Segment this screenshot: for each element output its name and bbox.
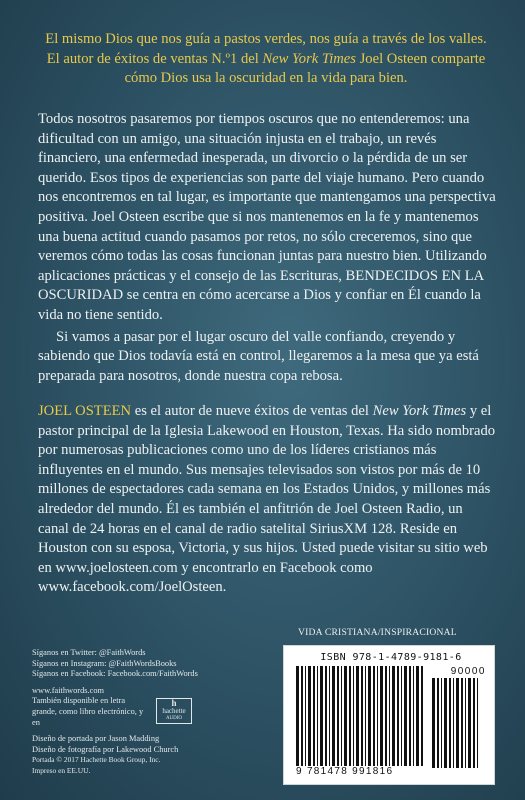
price-code: 90000: [450, 666, 486, 677]
photo-design-credit: Diseño de fotografía por Lakewood Church: [32, 744, 179, 754]
barcode-bar: [377, 666, 378, 766]
hachette-logo-mark: h: [171, 698, 177, 709]
barcode-bar: [392, 666, 395, 766]
barcode-bar: [320, 666, 323, 766]
barcode-bar: [409, 666, 411, 766]
publisher-block: [32, 686, 282, 728]
barcode-bar: [473, 678, 475, 768]
hachette-audio-logo: [156, 698, 192, 724]
ean-barcode: [296, 666, 424, 766]
tagline: [40, 30, 492, 89]
barcode-bar: [317, 666, 318, 766]
author-bio-paragraph: [38, 402, 496, 598]
hachette-logo-sub: AUDIO: [165, 716, 183, 722]
hachette-logo-name: hachette: [162, 707, 186, 716]
barcode-bar: [296, 666, 299, 766]
barcode-bar: [404, 666, 407, 766]
barcode-bar: [477, 678, 478, 768]
social-instagram: Síganos en Instagram: @FaithWordsBooks: [32, 658, 177, 668]
barcode-bar: [332, 666, 335, 766]
barcode-bar: [389, 666, 390, 766]
barcode-bar: [341, 666, 342, 766]
category-label: VIDA CRISTIANA/INSPIRACIONAL: [298, 627, 457, 638]
barcode-bar: [449, 678, 451, 768]
barcode-bar: [361, 666, 363, 766]
barcode-bar: [432, 678, 435, 768]
social-twitter: Síganos en Twitter: @FaithWords: [32, 648, 146, 657]
synopsis-paragraph-2: Si vamos a pasar por el lugar oscuro del valle confiando, creyendo y sabiendo que Dios todavía está en control, llegaremos a la mesa que ya está preparada para nosotros, donde nuestra copa rebosa.: [38, 328, 479, 384]
social-facebook: Síganos en Facebook: Facebook.com/FaithWords: [32, 669, 198, 679]
barcode-bar: [380, 666, 383, 766]
availability-row: [32, 696, 282, 728]
barcode-bar: [453, 678, 454, 768]
barcode-bar: [441, 678, 442, 768]
barcode-bar: [401, 666, 402, 766]
synopsis-paragraph-1: Todos nosotros pasaremos por tiempos oscuros que no entenderemos: una dificultad con un amigo, una situación injusta en el trabajo, un revés financiero, una enfermedad inesperada, un divorcio o la pérdida de un ser querido. Esos tipos de experiencias son parte del viaje humano. Pero cuando nos encontremos en tal lugar, es importante que mantengamos una perspectiva positiva. Joel Osteen escribe que si nos mantenemos en la fe y mantenemos una buena actitud cuando pasamos por retos, no sólo creceremos, sino que veremos cómo todas las cosas funcionan juntas para nuestro bien. Utilizando aplicaciones prácticas y el consejo de las Escrituras, BENDECIDOS EN LA OSCURIDAD se centra en cómo acercarse a Dios y confiar en Él cuando la vida no tiene sentido.: [38, 111, 496, 323]
design-credits: [32, 734, 282, 776]
bio-pre: es el autor de nueve éxitos de ventas del: [131, 403, 373, 419]
barcode-bar: [373, 666, 375, 766]
barcode-bar: [368, 666, 371, 766]
barcode-bar: [465, 678, 466, 768]
barcode-bar: [353, 666, 354, 766]
publisher-website: www.faithwords.com: [32, 685, 105, 695]
printed-in: Impreso en EE.UU.: [32, 765, 91, 775]
barcode-bar: [397, 666, 399, 766]
barcode-bar: [444, 678, 447, 768]
barcode-bar: [356, 666, 359, 766]
barcode-bar: [461, 678, 463, 768]
barcode-bar: [421, 666, 423, 766]
barcode-bar: [437, 678, 439, 768]
bio-nyt: New York Times: [372, 403, 467, 419]
barcode-bar: [329, 666, 330, 766]
synopsis: [38, 110, 496, 386]
barcode-bar: [305, 666, 306, 766]
price-barcode: [432, 678, 482, 768]
barcode-bar: [313, 666, 315, 766]
bio-post: y el pastor principal de la Iglesia Lakewood en Houston, Texas. Ha sido nombrado por numerosas publicaciones como uno de los líderes cristianos más influyentes en el mundo. Sus mensajes televisados son vistos por más de 10 millones de espectadores cada semana en los Estados Unidos, y millones más alrededor del mundo. Él es también el anfitrión de Joel Osteen Radio, un canal de 24 horas en el canal de radio satelital SiriusXM 128. Reside en Houston con su esposa, Victoria, y sus hijos. Usted puede visitar su sitio web en www.joelosteen.com y encontrarlo en Facebook como www.facebook.com/JoelOsteen.: [38, 403, 496, 596]
barcode-bar: [365, 666, 366, 766]
barcode-bar: [325, 666, 327, 766]
barcode-bar: [344, 666, 347, 766]
availability-text: También disponible en letra grande, como libro electrónico, y en: [32, 696, 144, 727]
isbn-text: ISBN 978-1-4789-9181-6: [320, 652, 462, 663]
ean-digits: 9 781478 991816: [296, 766, 394, 777]
author-bio: [38, 402, 496, 598]
tagline-text-2: Joel Osteen comparte cómo Dios usa la oscuridad en la vida para bien.: [124, 50, 486, 86]
tagline-nyt: New York Times: [262, 50, 356, 67]
barcode-bar: [301, 666, 303, 766]
barcode-bar: [468, 678, 471, 768]
credits: [32, 648, 282, 783]
social-links: [32, 648, 282, 680]
barcode-bar: [416, 666, 419, 766]
copyright-line: Portada © 2017 Hachette Book Group, Inc.: [32, 755, 161, 765]
barcode-bar: [337, 666, 339, 766]
barcode-bar: [308, 666, 311, 766]
barcode-bar: [413, 666, 414, 766]
tagline-text-1: El mismo Dios que nos guía a pastos verdes, nos guía a través de los valles. El autor de éxitos de ventas N.º1 del: [45, 31, 487, 67]
barcode-bar: [349, 666, 351, 766]
cover-design-credit: Diseño de portada por Jason Madding: [32, 734, 160, 744]
author-name: JOEL OSTEEN: [38, 403, 132, 419]
barcode-bar: [385, 666, 387, 766]
barcode-panel: [283, 645, 495, 785]
barcode-bar: [456, 678, 459, 768]
